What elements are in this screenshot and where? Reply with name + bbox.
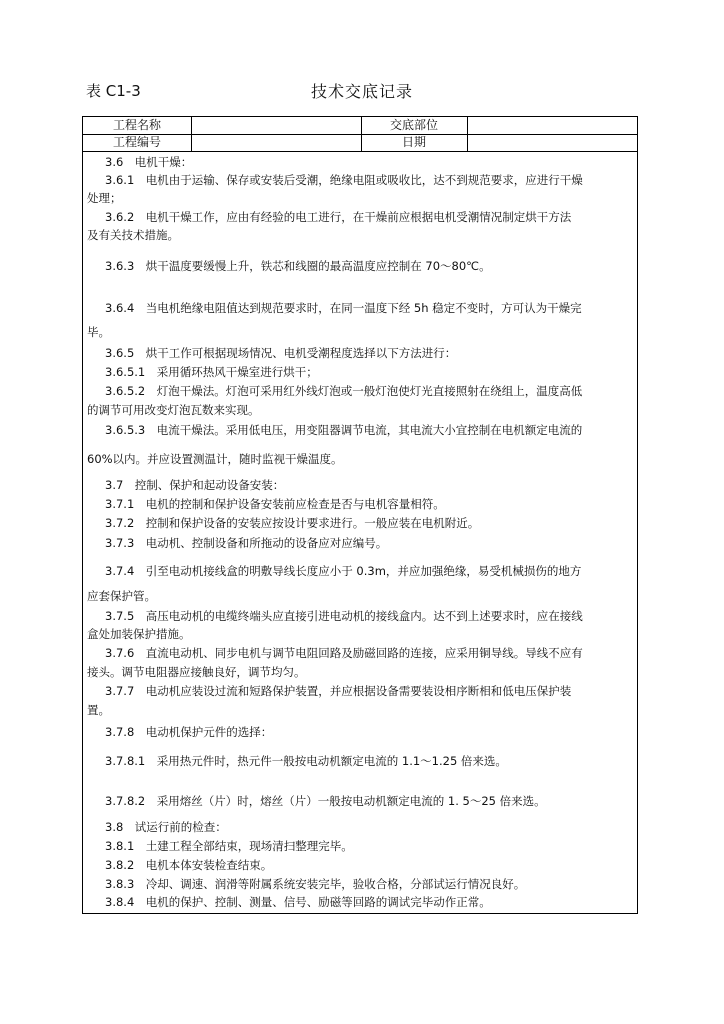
content-line: 接头。调节电阻器应接触良好，调节均匀。	[87, 665, 306, 679]
content-line: 3.7.7 电动机应装设过流和短路保护装置，并应根据设备需要装设相序断相和低电压保护装	[105, 684, 572, 698]
content-line: 3.7.8.1 采用热元件时，热元件一般按电动机额定电流的 1.1～1.25 倍来选。	[105, 754, 507, 768]
content-line: 3.7.3 电动机、控制设备和所拖动的设备应对应编号。	[105, 536, 388, 550]
content-line: 3.6.5.2 灯泡干燥法。灯泡可采用红外线灯泡或一般灯泡使灯光直接照射在绕组上，温度高低	[105, 384, 583, 398]
content-line: 3.6.5.1 采用循环热风干燥室进行烘干；	[105, 365, 318, 379]
content-line: 3.8 试运行前的检查：	[105, 820, 227, 834]
content-line: 3.8.2 电机本体安装检查结束。	[105, 858, 273, 872]
page-title: 技术交底记录	[310, 82, 413, 101]
date-field[interactable]	[467, 134, 637, 151]
content-line: 3.8.3 冷却、调速、润滑等附属系统安装完毕，验收合格，分部试运行情况良好。	[105, 877, 526, 891]
content-line: 3.7.8 电动机保护元件的选择：	[105, 725, 273, 739]
content-line: 3.7.8.2 采用熔丝（片）时，熔丝（片）一般按电动机额定电流的 1. 5～25 倍来选。	[105, 794, 546, 808]
content-line: 3.6.5.3 电流干燥法。采用低电压，用变阻器调节电流，其电流大小宜控制在电机额定电流的	[105, 423, 583, 437]
content-line: 处理；	[87, 191, 122, 205]
content-line: 应套保护管。	[87, 589, 156, 603]
content-line: 3.7.1 电机的控制和保护设备安装前应检查是否与电机容量相符。	[105, 497, 445, 511]
content-line: 3.7.2 控制和保护设备的安装应按设计要求进行。一般应装在电机附近。	[105, 516, 480, 530]
project-no-field[interactable]	[191, 134, 361, 151]
content-line: 3.6.3 烘干温度要缓慢上升，铁芯和线圈的最高温度应控制在 70～80℃。	[105, 259, 491, 273]
part-label: 交底部位	[389, 118, 438, 132]
content-line: 60%以内。并应设置测温计，随时监视干燥温度。	[87, 452, 343, 466]
content-line: 3.6 电机干燥：	[105, 155, 193, 169]
content-line: 3.7.6 直流电动机、同步电机与调节电阻回路及励磁回路的连接，应采用铜导线。导线不应有	[105, 646, 583, 660]
project-name-field[interactable]	[191, 117, 361, 134]
content-line: 3.6.1 电机由于运输、保存或安装后受潮，绝缘电阻或吸收比，达不到规范要求，应进行干燥	[105, 173, 583, 187]
content-line: 3.8.1 土建工程全部结束，现场清扫整理完毕。	[105, 839, 353, 853]
content-line: 及有关技术措施。	[87, 228, 179, 242]
content-line: 3.7.5 高压电动机的电缆终端头应直接引进电动机的接线盒内。达不到上述要求时，应在接线	[105, 609, 583, 623]
content-line: 毕。	[87, 325, 110, 339]
content-line: 3.6.5 烘干工作可根据现场情况、电机受潮程度选择以下方法进行：	[105, 346, 457, 360]
column-divider	[191, 117, 192, 151]
content-line: 盒处加装保护措施。	[87, 627, 191, 641]
content-line: 3.8.4 电机的保护、控制、测量、信号、励磁等回路的调试完毕动作正常。	[105, 895, 491, 909]
disclosure-form	[82, 116, 638, 914]
part-field[interactable]	[467, 117, 637, 134]
content-line: 3.7 控制、保护和起动设备安装：	[105, 478, 285, 492]
header-row-1	[83, 117, 637, 135]
project-no-label: 工程编号	[112, 135, 161, 149]
content-line: 的调节可用改变灯泡瓦数来实现。	[87, 403, 260, 417]
content-line: 置。	[87, 703, 110, 717]
content-line: 3.6.4 当电机绝缘电阻值达到规范要求时，在同一温度下经 5h 稳定不变时，方可认为干燥完	[105, 301, 582, 315]
content-line: 3.6.2 电机干燥工作，应由有经验的电工进行，在干燥前应根据电机受潮情况制定烘干方法	[105, 210, 572, 224]
project-name-label: 工程名称	[112, 118, 161, 132]
date-label: 日期	[401, 135, 426, 149]
form-code: 表 C1-3	[86, 82, 141, 100]
column-divider	[361, 117, 362, 151]
column-divider	[467, 117, 468, 151]
header-row-2	[83, 134, 637, 152]
content-line: 3.7.4 引至电动机接线盒的明敷导线长度应小于 0.3m，并应加强绝缘，易受机械损伤的地方	[105, 564, 582, 578]
